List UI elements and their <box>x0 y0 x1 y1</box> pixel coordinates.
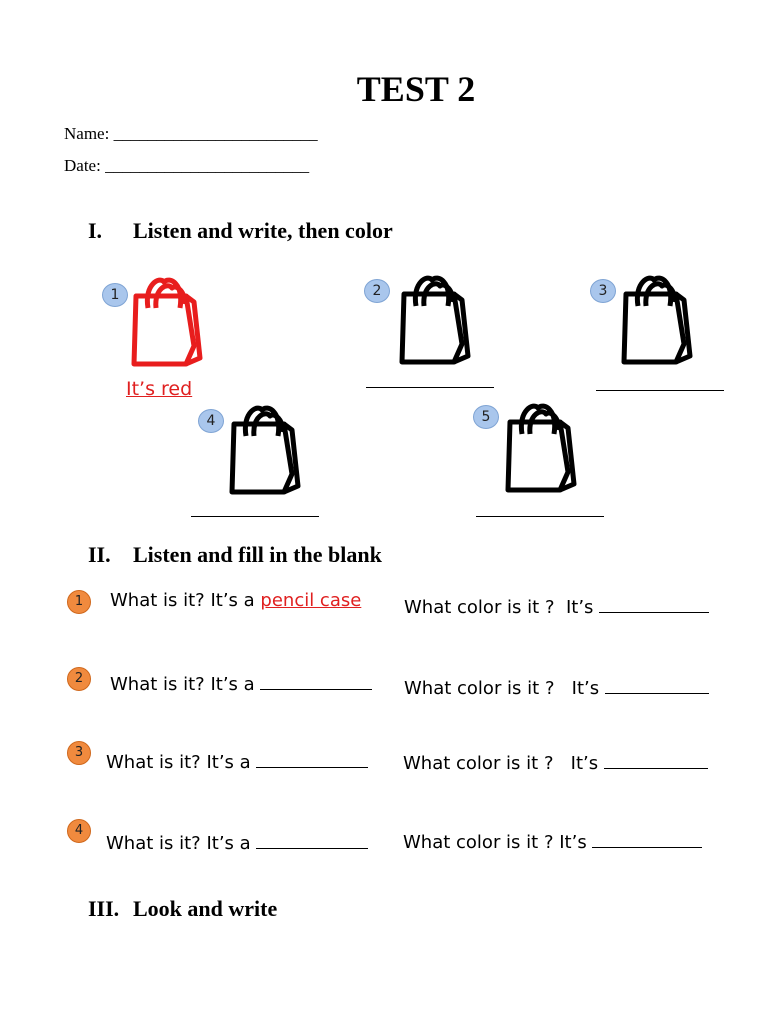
date-field-row <box>64 156 309 176</box>
section-2-numeral: II. <box>88 542 111 567</box>
section-1-title: Listen and write, then color <box>133 218 393 243</box>
item-2-number-badge: 2 <box>364 279 390 303</box>
name-label: Name: <box>64 124 110 143</box>
row-2-question-a: What is it? It’s a <box>110 671 372 695</box>
item-2-answer-line[interactable] <box>366 387 494 388</box>
date-blank[interactable]: ________________________ <box>105 156 310 175</box>
row-3-color-blank[interactable] <box>604 750 708 769</box>
item-2-bag-icon <box>394 272 474 368</box>
row-2-item-blank[interactable] <box>260 671 372 690</box>
row-2-number-badge: 2 <box>67 667 91 691</box>
row-4-number-badge: 4 <box>67 819 91 843</box>
row-3-item-blank[interactable] <box>256 749 368 768</box>
row-2-color-blank[interactable] <box>605 675 709 694</box>
row-4-question-b: What color is it ? It’s <box>403 829 702 853</box>
section-1-heading <box>88 218 393 244</box>
item-1-bag-icon <box>126 274 206 370</box>
item-3-bag-icon <box>616 272 696 368</box>
item-4-bag-icon <box>224 402 304 498</box>
item-3-number-badge: 3 <box>590 279 616 303</box>
date-label: Date: <box>64 156 101 175</box>
row-1-question-b: What color is it ? It’s <box>404 594 709 618</box>
row-1-number-badge: 1 <box>67 590 91 614</box>
section-2-heading <box>88 542 382 568</box>
row-1-answer: pencil case <box>260 590 362 611</box>
page-title: TEST 2 <box>356 69 476 109</box>
item-1-answer: It’s red <box>126 378 193 400</box>
section-3-numeral: III. <box>88 896 120 921</box>
section-3-title: Look and write <box>133 896 278 921</box>
item-3-answer-line[interactable] <box>596 390 724 391</box>
item-5-number-badge: 5 <box>473 405 499 429</box>
row-4-color-blank[interactable] <box>592 829 702 848</box>
section-1-numeral: I. <box>88 218 103 243</box>
row-1-question-a: What is it? It’s a pencil case <box>110 590 362 611</box>
section-2-title: Listen and fill in the blank <box>133 542 382 567</box>
item-4-number-badge: 4 <box>198 409 224 433</box>
name-blank[interactable]: ________________________ <box>113 124 318 143</box>
item-5-bag-icon <box>500 400 580 496</box>
item-5-answer-line[interactable] <box>476 516 604 517</box>
section-3-heading <box>88 896 277 922</box>
row-3-number-badge: 3 <box>67 741 91 765</box>
row-3-question-b: What color is it ? It’s <box>403 750 708 774</box>
item-1-number-badge: 1 <box>102 283 128 307</box>
row-4-question-a: What is it? It’s a <box>106 830 368 854</box>
name-field-row <box>64 124 318 144</box>
row-2-question-b: What color is it ? It’s <box>404 675 709 699</box>
row-4-item-blank[interactable] <box>256 830 368 849</box>
row-3-question-a: What is it? It’s a <box>106 749 368 773</box>
item-4-answer-line[interactable] <box>191 516 319 517</box>
row-1-color-blank[interactable] <box>599 594 709 613</box>
